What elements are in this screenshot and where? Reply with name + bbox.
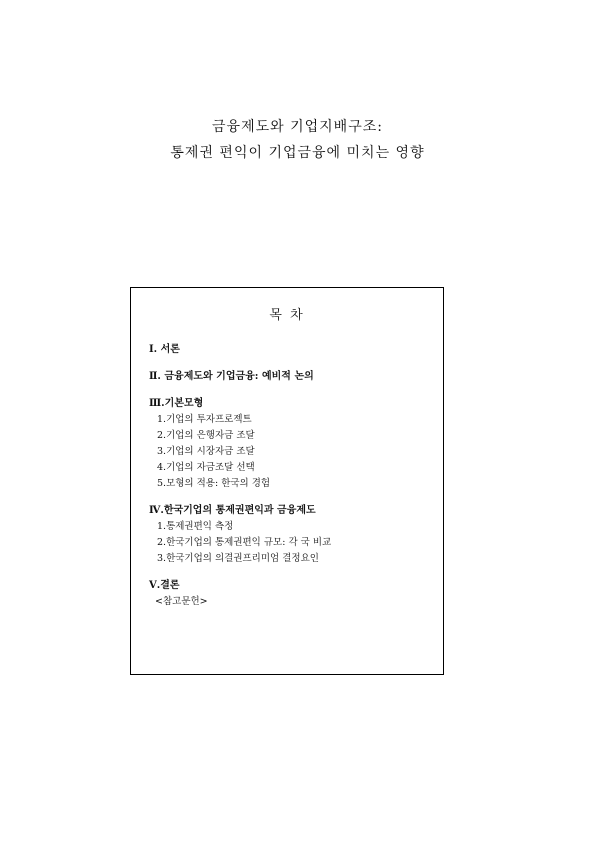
toc-item: 1.통제권편익 측정	[157, 521, 234, 532]
toc-item: 4.기업의 자금조달 선택	[157, 462, 255, 473]
toc-section-conclusion	[149, 578, 435, 610]
toc-heading: 목 차	[269, 308, 305, 323]
toc-section-basic-model	[149, 396, 435, 492]
toc-item: 3.한국기업의 의결권프리미엄 결정요인	[157, 553, 319, 564]
document-title	[0, 114, 595, 166]
toc-section-title: Ⅴ.결론	[149, 580, 180, 591]
toc-item: 5.모형의 적용: 한국의 경험	[157, 478, 271, 489]
toc-item: 1.기업의 투자프로젝트	[157, 414, 252, 425]
toc-section-introduction	[149, 342, 435, 358]
toc-section-title: Ⅱ. 금융제도와 기업금융: 예비적 논의	[149, 371, 314, 382]
toc-section-preliminary-discussion	[149, 369, 435, 385]
title-line-2: 통제권 편익이 기업금융에 미치는 영향	[170, 145, 425, 161]
title-line-1: 금융제도와 기업지배구조:	[212, 119, 383, 135]
toc-item-references: <참고문헌>	[155, 596, 208, 607]
table-of-contents	[130, 287, 444, 675]
toc-section-title: Ⅰ. 서론	[149, 344, 180, 355]
toc-section-title: Ⅲ.기본모형	[149, 398, 204, 409]
toc-section-title: Ⅳ.한국기업의 통제권편익과 금융제도	[149, 505, 316, 516]
toc-item: 2.기업의 은행자금 조달	[157, 430, 255, 441]
toc-section-control-benefits	[149, 503, 435, 567]
toc-item: 2.한국기업의 통제권편익 규모: 각 국 비교	[157, 537, 332, 548]
toc-item: 3.기업의 시장자금 조달	[157, 446, 255, 457]
toc-list	[149, 342, 435, 621]
